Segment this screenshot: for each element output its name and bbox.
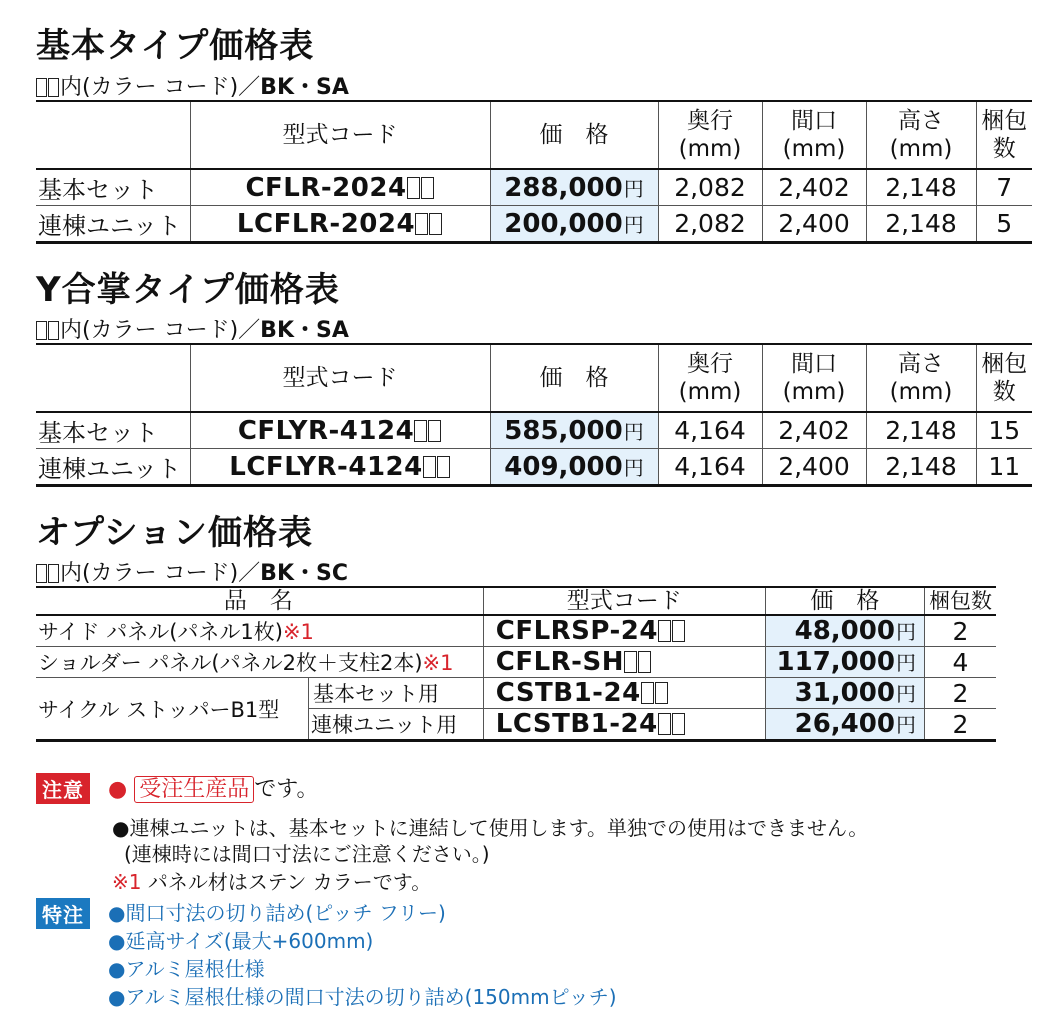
placeholder-box — [36, 564, 47, 583]
header-height: 高さ (mm) — [866, 344, 976, 412]
made-to-order-label: 受注生産品 — [134, 776, 254, 803]
row-name: 連棟ユニット — [36, 449, 190, 486]
option-price-table — [36, 586, 996, 742]
placeholder-box — [36, 321, 47, 340]
price-cell: 288,000円 — [490, 169, 658, 206]
pack-value: 5 — [976, 206, 1032, 243]
placeholder-box — [48, 321, 59, 340]
header-height: 高さ (mm) — [866, 101, 976, 169]
price-cell: 48,000円 — [765, 615, 924, 647]
table-row — [36, 206, 1032, 243]
color-code-label: 内(カラー コード)／ — [60, 561, 261, 586]
stopper-sub-name: 連棟ユニット用 — [309, 709, 484, 741]
special-item: ●アルミ屋根仕様 — [108, 957, 265, 981]
header-model: 型式コード — [190, 344, 490, 412]
placeholder-box — [36, 78, 47, 97]
model-code: LCSTB1-24 — [483, 709, 765, 741]
stopper-sub-name: 基本セット用 — [309, 678, 484, 709]
row-name: ショルダー パネル(パネル2枚＋支柱2本)※1 — [36, 647, 483, 678]
made-to-order-note: ● 受注生産品 です。 — [108, 777, 319, 802]
height-value: 2,148 — [866, 169, 976, 206]
header-price: 価 格 — [765, 587, 924, 615]
header-price: 価 格 — [490, 101, 658, 169]
color-code-values: BK・SA — [260, 318, 349, 343]
pack-value: 2 — [924, 615, 996, 647]
pack-value: 4 — [924, 647, 996, 678]
header-item: 品 名 — [36, 587, 483, 615]
width-value: 2,400 — [762, 206, 866, 243]
depth-value: 4,164 — [658, 449, 762, 486]
header-model: 型式コード — [483, 587, 765, 615]
table-row — [36, 647, 996, 678]
price-cell: 31,000円 — [765, 678, 924, 709]
header-depth: 奥行 (mm) — [658, 101, 762, 169]
table-row — [36, 615, 996, 647]
header-price: 価 格 — [490, 344, 658, 412]
table-row — [36, 169, 1032, 206]
pack-value: 15 — [976, 412, 1032, 449]
caution-line-1: ●連棟ユニットは、基本セットに連結して使用します。単独での使用はできません。 — [112, 816, 869, 840]
price-cell: 26,400円 — [765, 709, 924, 741]
placeholder-box — [48, 564, 59, 583]
table-row — [36, 449, 1032, 486]
placeholder-box — [48, 78, 59, 97]
header-pack: 梱包 数 — [976, 101, 1032, 169]
price-cell: 117,000円 — [765, 647, 924, 678]
width-value: 2,402 — [762, 169, 866, 206]
model-code: CSTB1-24 — [483, 678, 765, 709]
table-row — [36, 412, 1032, 449]
table-header-row — [36, 587, 996, 615]
option-color-code-note — [36, 556, 348, 587]
row-name: 基本セット — [36, 169, 190, 206]
header-empty — [36, 344, 190, 412]
color-code-label: 内(カラー コード)／ — [60, 75, 261, 100]
depth-value: 4,164 — [658, 412, 762, 449]
header-width: 間口 (mm) — [762, 344, 866, 412]
row-name: サイド パネル(パネル1枚)※1 — [36, 615, 483, 647]
color-code-values: BK・SA — [260, 75, 349, 100]
header-width: 間口 (mm) — [762, 101, 866, 169]
table-header-row — [36, 101, 1032, 169]
special-order-badge: 特注 — [36, 898, 90, 929]
basic-price-table — [36, 100, 1032, 244]
header-model: 型式コード — [190, 101, 490, 169]
height-value: 2,148 — [866, 206, 976, 243]
header-depth: 奥行 (mm) — [658, 344, 762, 412]
model-code: CFLR-SH — [483, 647, 765, 678]
y-color-code-note — [36, 313, 349, 344]
color-code-values: BK・SC — [260, 561, 348, 586]
table-header-row — [36, 344, 1032, 412]
price-cell: 409,000円 — [490, 449, 658, 486]
price-cell: 200,000円 — [490, 206, 658, 243]
height-value: 2,148 — [866, 412, 976, 449]
option-price-table-title: オプション価格表 — [36, 513, 313, 553]
stopper-name: サイクル ストッパーB1型 — [36, 678, 309, 741]
y-price-table — [36, 343, 1032, 487]
pack-value: 11 — [976, 449, 1032, 486]
special-item: ●アルミ屋根仕様の間口寸法の切り詰め(150mmピッチ) — [108, 985, 617, 1009]
model-code: CFLYR-4124 — [190, 412, 490, 449]
height-value: 2,148 — [866, 449, 976, 486]
header-empty — [36, 101, 190, 169]
caution-badge: 注意 — [36, 773, 90, 804]
pack-value: 7 — [976, 169, 1032, 206]
width-value: 2,402 — [762, 412, 866, 449]
y-price-table-title: Y合掌タイプ価格表 — [36, 270, 340, 310]
special-item: ●間口寸法の切り詰め(ピッチ フリー) — [108, 901, 446, 925]
basic-color-code-note — [36, 70, 349, 101]
pack-value: 2 — [924, 678, 996, 709]
depth-value: 2,082 — [658, 206, 762, 243]
row-name: 連棟ユニット — [36, 206, 190, 243]
caution-line-2: (連棟時には間口寸法にご注意ください。) — [124, 842, 490, 866]
caution-line-3: ※1 パネル材はステン カラーです。 — [112, 870, 432, 894]
price-cell: 585,000円 — [490, 412, 658, 449]
header-pack: 梱包 数 — [976, 344, 1032, 412]
special-item: ●延高サイズ(最大+600mm) — [108, 929, 374, 953]
row-name: 基本セット — [36, 412, 190, 449]
pack-value: 2 — [924, 709, 996, 741]
table-row — [36, 678, 996, 709]
model-code: CFLR-2024 — [190, 169, 490, 206]
width-value: 2,400 — [762, 449, 866, 486]
color-code-label: 内(カラー コード)／ — [60, 318, 261, 343]
red-dot-icon: ● — [108, 777, 128, 802]
depth-value: 2,082 — [658, 169, 762, 206]
header-pack: 梱包数 — [924, 587, 996, 615]
model-code: CFLRSP-24 — [483, 615, 765, 647]
model-code: LCFLYR-4124 — [190, 449, 490, 486]
model-code: LCFLR-2024 — [190, 206, 490, 243]
basic-price-table-title: 基本タイプ価格表 — [36, 26, 315, 66]
